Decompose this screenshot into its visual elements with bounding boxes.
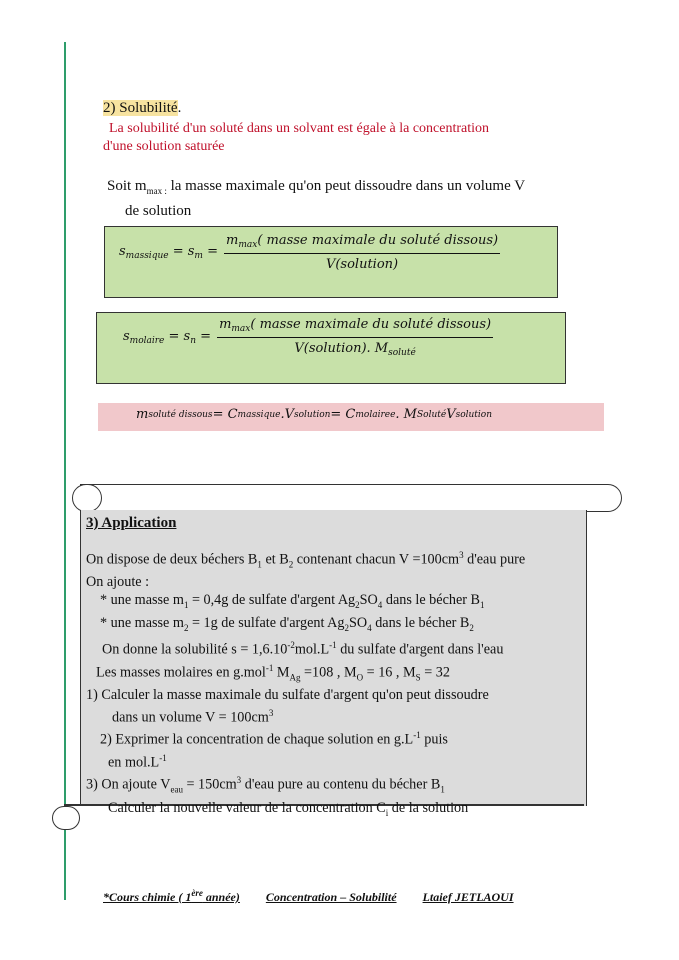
formula-box-massique: $s_{massique} = s_m$ = $\frac{m_{max}( masse maximale du soluté dissous)}{\text{V(solution)}}$ — [104, 226, 558, 298]
scroll-curl-bottom — [52, 806, 80, 830]
application-content: 3) Application On dispose de deux béchers $B_1$ et $B_2$ contenant chacun $V =100cm^3$ d'eau pure On ajoute : * une masse $m_1 = 0,4g$ de sulfate d'argent $Ag_2SO_4$ dans le bécher $B_1$ * une masse $m_2 = 1g$ de sulfate d'argent $Ag_2SO_4$ dans le bécher $B_2$ On donne la solubilité $s = 1,6.10^{-2}mol.L^{-1}$ du sulfate d'argent dans l'eau Les masses molaires en g.mol$^{-1}$ $M_{Ag} =108$ , $M_O = 16$ , $M_S = 32$ 1) Calculer la masse maximale du sulfate d'argent qu'on peut dissoudre dans un volume $V = 100cm^3$ 2) Exprimer la concentration de chaque solution en $g.L^{-1}$ puis en $mol.L^{-1}$ 3) On ajoute $V_{eau} = 150cm^3$ d'eau pure au contenu du bécher $B_1$ Calculer la nouvelle valeur de la concentration $C_i$ de la solution — [86, 515, 586, 822]
section-title: 2) Solubilité. — [103, 100, 182, 116]
footer: *Cours chimie ( 1ère année) Concentration – Solubilité Ltaief JETLAOUI — [103, 888, 514, 904]
fraction: $\frac{m_{max}( masse maximale du soluté dissous)}{V(solution). M_{soluté}}$ — [219, 317, 492, 358]
formula-box-molaire: $s_{molaire} = s_n$ = $\frac{m_{max}( masse maximale du soluté dissous)}{V(solution). M_{soluté}}$ — [96, 312, 566, 384]
soit-text: Soit $m_{max :}$ la masse maximale qu'on peut dissoudre dans un volume V de solution — [107, 178, 526, 219]
application-title: 3) Application — [86, 515, 177, 531]
scroll-top-bar — [80, 484, 622, 512]
formula-box-masse-dissoute: m soluté dissous = C massique .V solution = C molairee . M Soluté V solution — [98, 403, 604, 431]
fraction: $\frac{m_{max}( masse maximale du soluté dissous)}{\text{V(solution)}}$ — [226, 233, 499, 272]
scroll-curl-top — [72, 484, 102, 512]
definition-text: La solubilité d'un soluté dans un solvant est égale à la concentration d'une solution saturée — [103, 121, 490, 154]
application-scroll — [52, 484, 624, 834]
